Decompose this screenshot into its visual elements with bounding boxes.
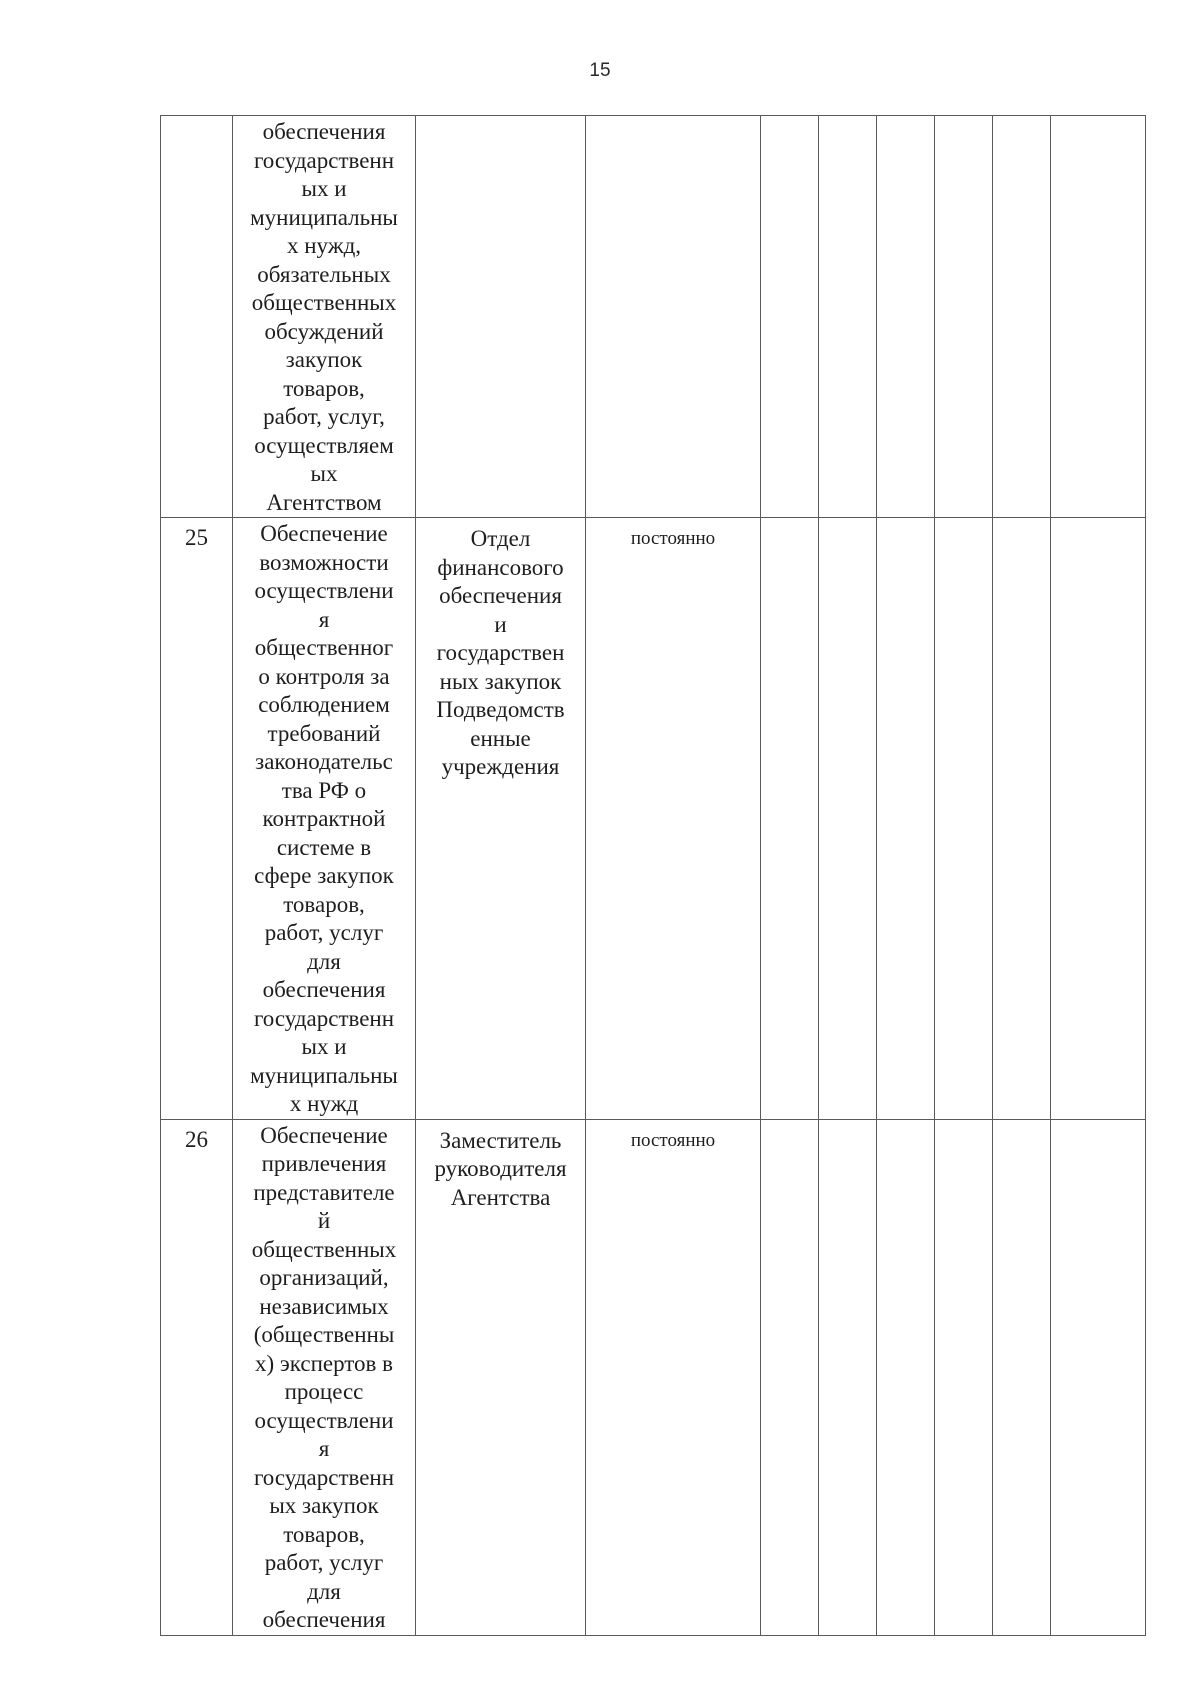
responsible-line: Подведомств: [436, 697, 565, 722]
description-line: системе в: [276, 834, 372, 860]
responsible-line: обеспечения: [439, 583, 562, 608]
description-line: обязательных: [257, 261, 391, 287]
description-line: независимых: [259, 1293, 389, 1319]
empty-cell: [877, 116, 935, 518]
description-line: ых и: [301, 1034, 347, 1059]
deadline-cell: [586, 518, 761, 1120]
description-line: закупок: [285, 347, 363, 372]
empty-cell: [877, 1119, 935, 1635]
empty-cell: [935, 116, 993, 518]
description-line: о контроля за: [258, 663, 390, 689]
description-line: для: [307, 1578, 341, 1604]
row-number-cell: [161, 518, 233, 1120]
responsible-cell: [416, 116, 586, 518]
responsible-line: Агентства: [450, 1184, 551, 1210]
description-line: обеспечения: [262, 1607, 386, 1632]
description-line: обеспечения: [262, 977, 386, 1002]
description-line: Обеспечение: [260, 1122, 388, 1148]
responsible-line: руководителя: [434, 1156, 567, 1181]
description-line: контрактной: [262, 806, 386, 831]
description-line: осуществлени: [254, 578, 394, 603]
description-line: й: [317, 1208, 331, 1233]
description-line: процесс: [284, 1379, 364, 1404]
description-cell: [233, 116, 416, 518]
empty-cell: [935, 518, 993, 1120]
empty-cell: [993, 518, 1051, 1120]
row-number-cell: [161, 116, 233, 518]
responsible-line: ных закупок: [439, 668, 562, 694]
description-line: муниципальны: [250, 204, 398, 230]
description-line: организаций,: [259, 1265, 389, 1290]
description-line: общественног: [254, 635, 394, 660]
description-line: общественных: [251, 290, 397, 315]
responsible-line: Заместитель: [439, 1127, 562, 1153]
description-line: х нужд: [289, 1091, 359, 1116]
deadline-cell: [586, 1119, 761, 1635]
description-line: возможности: [259, 549, 389, 575]
description-line: работ, услуг,: [263, 404, 385, 429]
empty-cell: [761, 116, 819, 518]
empty-cell: [819, 1119, 877, 1635]
empty-cell: [819, 518, 877, 1120]
empty-cell: [761, 518, 819, 1120]
description-line: х) экспертов в: [254, 1350, 394, 1376]
description-line: государственн: [253, 147, 395, 173]
description-line: для: [307, 948, 341, 974]
table-row: [161, 116, 1146, 518]
responsible-cell: [416, 518, 586, 1120]
description-line: представителе: [253, 1179, 395, 1205]
description-line: товаров,: [283, 1521, 365, 1547]
description-line: работ, услуг: [264, 920, 384, 945]
empty-cell: [877, 518, 935, 1120]
description-cell: [233, 518, 416, 1120]
description-line: товаров,: [283, 375, 365, 401]
responsible-line: государствен: [436, 640, 565, 665]
description-line: сфере закупок: [254, 863, 394, 888]
responsible-line: учреждения: [441, 754, 560, 779]
description-line: тва РФ о: [281, 777, 367, 803]
description-line: общественных: [251, 1236, 397, 1262]
responsible-line: енные: [470, 725, 531, 751]
description-line: осуществляем: [254, 432, 394, 458]
description-line: ых закупок: [269, 1493, 379, 1518]
empty-cell: [935, 1119, 993, 1635]
empty-cell: [1051, 518, 1146, 1120]
description-line: ых: [310, 461, 338, 486]
description-line: привлечения: [261, 1151, 387, 1176]
plan-table: [160, 115, 1146, 1636]
description-line: государственн: [253, 1005, 395, 1031]
empty-cell: [819, 116, 877, 518]
description-line: обеспечения: [262, 119, 386, 144]
row-number: 25: [185, 525, 208, 550]
empty-cell: [1051, 116, 1146, 518]
description-line: я: [318, 1436, 330, 1461]
empty-cell: [993, 1119, 1051, 1635]
empty-cell: [993, 116, 1051, 518]
description-line: государственн: [253, 1464, 395, 1490]
description-line: (общественны: [253, 1322, 395, 1347]
description-cell: [233, 1119, 416, 1635]
description-line: я: [318, 606, 330, 632]
description-line: соблюдением: [258, 692, 390, 717]
responsible-cell: [416, 1119, 586, 1635]
deadline-cell: [586, 116, 761, 518]
description-line: работ, услуг: [264, 1550, 384, 1575]
row-number-cell: [161, 1119, 233, 1635]
description-line: осуществлени: [254, 1407, 394, 1433]
description-line: Агентством: [266, 489, 382, 515]
responsible-line: финансового: [437, 554, 564, 580]
empty-cell: [761, 1119, 819, 1635]
description-line: законодательс: [255, 749, 393, 774]
plan-table-body: [161, 116, 1146, 1636]
table-row: [161, 518, 1146, 1120]
description-line: товаров,: [283, 891, 365, 917]
description-line: требований: [267, 720, 381, 746]
deadline-text: постоянно: [630, 1129, 716, 1151]
description-line: х нужд,: [286, 233, 362, 258]
table-row: [161, 1119, 1146, 1635]
page-number: 15: [589, 60, 611, 81]
deadline-text: постоянно: [630, 528, 716, 549]
description-line: ых и: [301, 176, 347, 201]
responsible-line: и: [494, 611, 507, 637]
row-number: 26: [185, 1126, 208, 1152]
responsible-line: Отдел: [470, 526, 531, 551]
description-line: обсуждений: [264, 318, 384, 344]
description-line: муниципальны: [250, 1062, 398, 1088]
description-line: Обеспечение: [260, 521, 388, 546]
empty-cell: [1051, 1119, 1146, 1635]
